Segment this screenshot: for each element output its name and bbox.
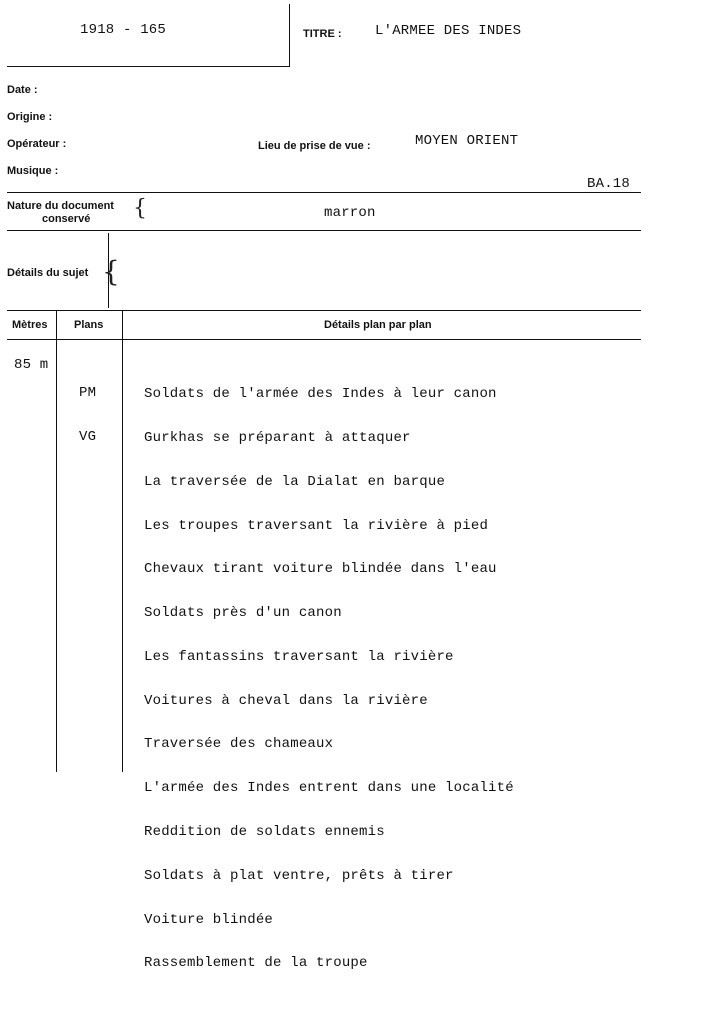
nature-brace: { — [133, 196, 147, 221]
subject-label: Détails du sujet — [7, 267, 89, 279]
shot-line: Voitures à cheval dans la rivière — [144, 692, 428, 709]
reference-number: 1918 - 165 — [80, 22, 167, 38]
table-header-rule — [7, 339, 641, 340]
title-value: L'ARMEE DES INDES — [375, 23, 522, 39]
plan-code: PM — [79, 385, 97, 402]
plans-list — [79, 357, 96, 459]
shot-line: Les troupes traversant la rivière à pied — [144, 517, 489, 534]
operator-label: Opérateur : — [7, 138, 67, 150]
shot-line: Reddition de soldats ennemis — [144, 824, 385, 840]
date-label: Date : — [7, 84, 38, 96]
shot-line: Rassemblement de la troupe — [144, 955, 368, 972]
nature-label-line2: conservé — [42, 213, 91, 225]
shot-line: Soldats de l'armée des Indes à leur canon — [144, 386, 497, 403]
fields-bottom-rule — [7, 192, 641, 193]
metres-value: 85 m — [14, 357, 49, 373]
header-divider — [289, 4, 290, 67]
details-header: Détails plan par plan — [324, 319, 432, 331]
metres-header: Mètres — [12, 319, 48, 331]
nature-bottom-rule — [7, 230, 641, 231]
nature-value: marron — [324, 205, 376, 221]
nature-label-line1: Nature du document — [7, 200, 114, 212]
shot-line: Gurkhas se préparant à attaquer — [144, 429, 411, 446]
plan-code: VG — [79, 428, 97, 445]
music-label: Musique : — [7, 165, 59, 177]
plans-details-divider — [122, 311, 123, 772]
header-bottom-rule — [7, 66, 290, 67]
location-label: Lieu de prise de vue : — [258, 140, 371, 152]
shot-line: L'armée des Indes entrent dans une localité — [144, 780, 514, 797]
shot-line: Voiture blindée — [144, 911, 274, 928]
plans-header: Plans — [74, 319, 104, 331]
shot-line: Les fantassins traversant la rivière — [144, 648, 454, 665]
origin-label: Origine : — [7, 111, 53, 123]
metres-plans-divider — [56, 311, 57, 772]
shots-list — [144, 358, 514, 986]
shot-line: Soldats près d'un canon — [144, 605, 342, 622]
table-top-rule — [7, 310, 641, 311]
shot-line: La traversée de la Dialat en barque — [144, 473, 446, 490]
title-label: TITRE : — [303, 28, 342, 40]
shot-line: Traversée des chameaux — [144, 736, 334, 753]
shot-line: Chevaux tirant voiture blindée dans l'eau — [144, 561, 497, 578]
shot-line: Soldats à plat ventre, prêts à tirer — [144, 867, 454, 884]
document-code: BA.18 — [587, 176, 631, 192]
location-value: MOYEN ORIENT — [415, 133, 519, 149]
subject-brace: { — [102, 255, 120, 288]
